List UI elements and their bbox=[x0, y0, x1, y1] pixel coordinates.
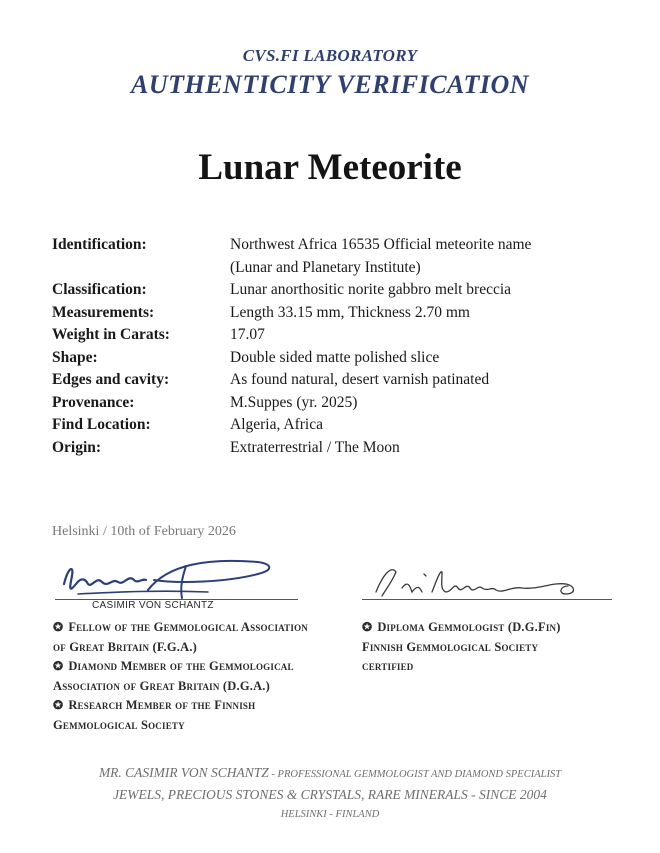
credentials-right bbox=[362, 618, 622, 677]
detail-row-edges bbox=[52, 369, 612, 392]
signature-left bbox=[58, 554, 278, 602]
detail-row-measurements bbox=[52, 302, 612, 325]
certificate-title: Lunar Meteorite bbox=[198, 147, 462, 188]
footer-name: MR. CASIMIR VON SCHANTZ bbox=[98, 765, 269, 780]
detail-value: Algeria, Africa bbox=[230, 416, 323, 433]
star-bullet-icon: ✪ bbox=[362, 620, 373, 634]
detail-row-identification bbox=[52, 234, 612, 279]
detail-value: Extraterrestrial / The Moon bbox=[230, 438, 400, 456]
detail-label: Measurements: bbox=[52, 303, 155, 321]
detail-label: Find Location: bbox=[52, 416, 151, 433]
lab-name: CVS.FI LABORATORY bbox=[242, 46, 418, 65]
footer bbox=[0, 763, 660, 825]
detail-value: 17.07 bbox=[230, 326, 265, 343]
detail-value: Double sided matte polished slice bbox=[230, 348, 440, 366]
issue-date: Helsinki / 10th of February 2026 bbox=[52, 524, 236, 539]
detail-label: Provenance: bbox=[52, 393, 135, 411]
detail-value: Northwest Africa 16535 Official meteorite name (Lunar and Planetary Institute) bbox=[230, 236, 532, 276]
detail-row-shape bbox=[52, 347, 612, 370]
credential-line: certified bbox=[362, 659, 414, 673]
verification-heading: AUTHENTICITY VERIFICATION bbox=[130, 70, 529, 99]
credential-dga bbox=[53, 657, 353, 696]
detail-label: Classification: bbox=[52, 281, 147, 298]
detail-row-classification bbox=[52, 279, 612, 302]
credential-line: Gemmological Society bbox=[53, 717, 185, 732]
credential-line: Research Member of the Finnish bbox=[68, 698, 256, 712]
detail-value: Length 33.15 mm, Thickness 2.70 mm bbox=[230, 303, 470, 321]
detail-value: M.Suppes (yr. 2025) bbox=[230, 393, 358, 411]
detail-row-origin bbox=[52, 437, 612, 460]
detail-row-provenance bbox=[52, 392, 612, 415]
credential-line: of Great Britain (F.G.A.) bbox=[53, 639, 198, 654]
detail-label: Weight in Carats: bbox=[52, 326, 170, 343]
credential-line: Diploma Gemmologist (D.G.Fin) bbox=[377, 620, 561, 634]
star-bullet-icon: ✪ bbox=[53, 698, 64, 712]
credential-dgfin bbox=[362, 618, 622, 677]
credential-line: Diamond Member of the Gemmological bbox=[68, 659, 294, 673]
detail-value: As found natural, desert varnish patinated bbox=[230, 371, 490, 388]
detail-value: Lunar anorthositic norite gabbro melt breccia bbox=[230, 281, 512, 298]
credential-research bbox=[53, 696, 353, 735]
credential-fga bbox=[53, 618, 353, 657]
credential-line: Fellow of the Gemmological Association bbox=[68, 620, 308, 634]
signature-right bbox=[362, 562, 612, 600]
details-table bbox=[52, 234, 612, 459]
footer-line-3: HELSINKI - FINLAND bbox=[280, 809, 380, 820]
detail-row-weight bbox=[52, 324, 612, 347]
star-bullet-icon: ✪ bbox=[53, 620, 64, 634]
detail-row-find-location bbox=[52, 414, 612, 437]
detail-label: Edges and cavity: bbox=[52, 371, 170, 388]
star-bullet-icon: ✪ bbox=[53, 659, 64, 673]
footer-line-1 bbox=[0, 763, 660, 785]
credential-line: Finnish Gemmological Society bbox=[362, 639, 539, 654]
signer-name: CASIMIR VON SCHANTZ bbox=[92, 600, 214, 611]
detail-label: Identification: bbox=[52, 236, 147, 253]
footer-title: - PROFESSIONAL GEMMOLOGIST AND DIAMOND SPECIALIST bbox=[268, 769, 562, 780]
credential-line: Association of Great Britain (D.G.A.) bbox=[53, 678, 270, 693]
detail-label: Shape: bbox=[52, 348, 98, 366]
signature-line-right bbox=[362, 599, 612, 600]
footer-line-2: JEWELS, PRECIOUS STONES & CRYSTALS, RARE MINERALS - SINCE 2004 bbox=[113, 787, 547, 802]
detail-label: Origin: bbox=[52, 438, 102, 456]
credentials-left bbox=[53, 618, 353, 735]
